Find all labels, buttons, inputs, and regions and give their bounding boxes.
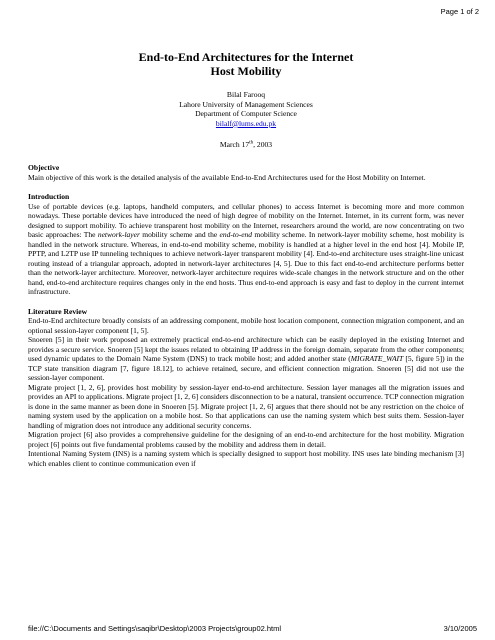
footer-file-path: file://C:\Documents and Settings\saqibr\Desktop\2003 Projects\group02.html [28, 624, 282, 633]
date-year: , 2003 [253, 140, 273, 150]
document-title [28, 50, 464, 78]
literature-paragraph-2: Snoeren [5] in their work proposed an extremely practical end-to-end architecture which can be easily deployed in the existing Internet and provides a secure service. Snoeren [5] kept the issues related to obtaining IP address in the foreign domain, separate from the other components; used dynamic updates to the Domain Name System (DNS) to track mobile host; and added another state (MIGRATE_WAIT [5, figure 5]) in the TCP state transition diagram [7, figure 18.12], to achieve retained, secure, and efficient connection migration. Snoeren [5] did not use the session-layer component. [28, 335, 464, 383]
footer-date: 3/10/2005 [443, 624, 477, 633]
author-name: Bilal Farooq [226, 90, 266, 99]
document-body [28, 50, 464, 468]
title-line-2: Host Mobility [210, 64, 282, 78]
title-line-1: End-to-End Architectures for the Internet [138, 50, 354, 64]
date-suffix: th [249, 140, 254, 146]
introduction-heading: Introduction [28, 192, 70, 202]
author-department: Department of Computer Science [195, 109, 297, 119]
literature-paragraph-4: Migration project [6] also provides a comprehensive guideline for the designing of an end-to-end architecture for the host mobility. Migration project [6] points out five fundamental problems caused by the mobility and address them in detail. [28, 430, 464, 449]
page-number: Page 1 of 2 [440, 7, 479, 16]
author-email-link[interactable]: bilalf@lums.edu.pk [215, 118, 277, 128]
literature-paragraph-1: End-to-End architecture broadly consists of an addressing component, mobile host location component, connection migration component, and an optional session-layer component [1, 5]. [28, 316, 464, 335]
date-text: March 17 [219, 140, 250, 150]
author-block [28, 90, 464, 128]
literature-paragraph-5: Intentional Naming System (INS) is a naming system which is specially designed to support host mobility. INS uses late binding mechanism [3] which enables client to continue communication even if [28, 449, 464, 468]
objective-paragraph: Main objective of this work is the detailed analysis of the available End-to-End Architectures used for the Host Mobility on Internet. [28, 172, 426, 182]
objective-heading: Objective [28, 163, 60, 173]
page-footer [28, 624, 477, 633]
author-affiliation: Lahore University of Management Sciences [179, 99, 313, 109]
document-date [28, 140, 464, 149]
introduction-paragraph: Use of portable devices (e.g. laptops, handheld computers, and cellular phones) to access Internet is becoming more and more common nowadays. These portable devices have introduced the need of high degree of mobility on the Internet. Internet, in its current form, was never designed to support mobility. To achieve transparent host mobility on the Internet, researchers around the world, are now concentrating on two basic approaches: The network-layer mobility scheme and the end-to-end mobility scheme. In network-layer mobility scheme, host mobility is handled in the network structure. Whereas, in end-to-end mobility scheme, mobility is handled at a higher level in the end host [4]. Mobile IP, PPTP, and L2TP use IP tunneling techniques to achieve network-layer transparent mobility [4]. End-to-end architecture uses straight-line unicast routing instead of a triangular approach, adopted in network-layer architectures [4, 5]. Due to this fact end-to-end architecture performs better than the network-layer architecture. Moreover, network-layer architecture requires wide-scale changes in the network structure and on the other hand, end-to-end architecture requires changes only in the end hosts. Thus end-to-end approach is easy and fast to deploy in the current internet infrastructure. [28, 201, 464, 297]
literature-heading: Literature Review [28, 306, 88, 316]
literature-paragraph-3: Migrate project [1, 2, 6], provides host mobility by session-layer end-to-end architecture. Session layer manages all the migration issues and provides an API to applications. Migrate project [1, 2, 6] considers disconnection to be a natural, transient occurrence. TCP connection migration is done in the same manner as been done in Snoeren [5]. Migrate project [1, 2, 6] argues that there should not be any restriction on the choice of naming system used by the application on a mobile host. So that applications can use the naming system which best suits them. Session-layer handling of migration does not introduce any additional security concerns. [28, 382, 464, 430]
